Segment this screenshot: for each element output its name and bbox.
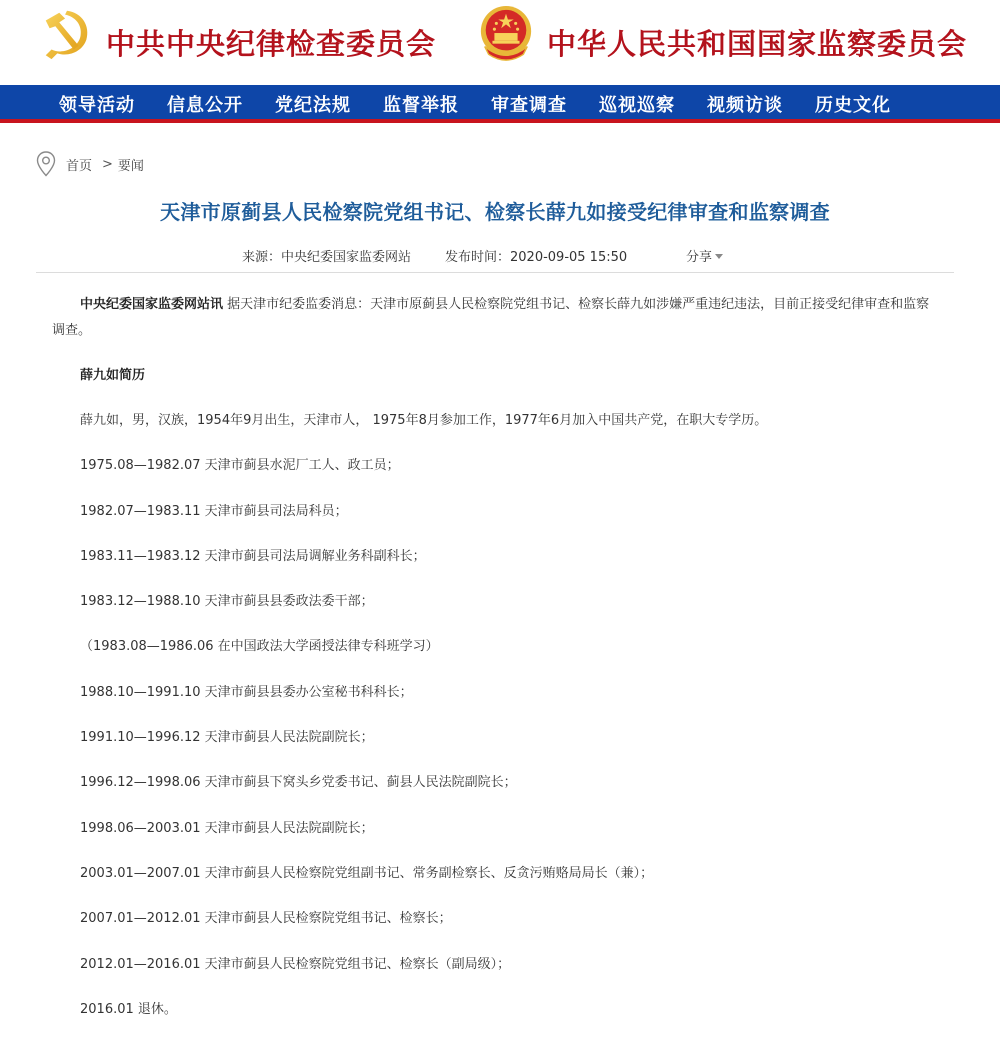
caret-down-icon bbox=[715, 254, 723, 259]
career-item: 2007.01—2012.01 天津市蓟县人民检察院党组书记、检察长； bbox=[80, 911, 452, 927]
career-item: 1988.10—1991.10 天津市蓟县县委办公室秘书科科长； bbox=[80, 684, 413, 700]
article-source: 来源：中央纪委国家监委网站 bbox=[242, 250, 412, 265]
bio-heading: 薛九如简历 bbox=[80, 368, 146, 383]
article-body bbox=[52, 292, 932, 1043]
breadcrumb-separator: > bbox=[102, 156, 113, 172]
nsc-site-title[interactable]: 中华人民共和国国家监察委员会 bbox=[547, 27, 968, 61]
career-item: 1991.10—1996.12 天津市蓟县人民法院副院长； bbox=[80, 730, 374, 746]
nav-item-video-interviews[interactable]: 视频访谈 bbox=[707, 95, 783, 116]
meta-divider bbox=[36, 272, 954, 273]
nav-item-investigation[interactable]: 审查调查 bbox=[491, 95, 567, 116]
career-item: 1982.07—1983.11 天津市蓟县司法局科员； bbox=[80, 503, 348, 519]
career-item: 2012.01—2016.01 天津市蓟县人民检察院党组书记、检察长（副局级）； bbox=[80, 956, 511, 972]
nav-item-leadership[interactable]: 领导活动 bbox=[59, 95, 135, 116]
breadcrumb-home[interactable]: 首页 bbox=[66, 158, 93, 174]
nav-item-party-regulations[interactable]: 党纪法规 bbox=[275, 95, 351, 116]
national-emblem-icon[interactable] bbox=[477, 4, 535, 64]
career-item: 1975.08—1982.07 天津市蓟县水泥厂工人、政工员； bbox=[80, 458, 400, 474]
publish-time: 发布时间：2020-09-05 15:50 bbox=[445, 250, 628, 265]
nav-item-report[interactable]: 监督举报 bbox=[383, 95, 459, 116]
career-item: 2003.01—2007.01 天津市蓟县人民检察院党组副书记、常务副检察长、反贪污贿赂局局长（兼）； bbox=[80, 865, 654, 881]
share-dropdown[interactable] bbox=[686, 246, 723, 265]
bio-intro: 薛九如，男，汉族，1954年9月出生，天津市人， 1975年8月参加工作，1977年6月加入中国共产党，在职大专学历。 bbox=[80, 413, 768, 428]
breadcrumb bbox=[36, 151, 144, 177]
career-item: 1983.12—1988.10 天津市蓟县县委政法委干部； bbox=[80, 594, 374, 610]
site-header bbox=[0, 0, 1000, 85]
hammer-sickle-icon[interactable] bbox=[38, 5, 96, 63]
nav-item-history-culture[interactable]: 历史文化 bbox=[815, 95, 891, 116]
breadcrumb-current[interactable]: 要闻 bbox=[117, 158, 144, 174]
lead-source-label: 中央纪委国家监委网站讯 bbox=[80, 297, 224, 312]
career-item: 1983.11—1983.12 天津市蓟县司法局调解业务科副科长； bbox=[80, 548, 426, 564]
career-item: 2016.01 退休。 bbox=[80, 1001, 177, 1017]
share-label: 分享 bbox=[686, 250, 713, 265]
career-item: （1983.08—1986.06 在中国政法大学函授法律专科班学习） bbox=[80, 639, 439, 655]
lead-text: 据天津市纪委监委消息：天津市原蓟县人民检察院党组书记、检察长薛九如涉嫌严重违纪违法，目前正接受纪律审查和监察调查。 bbox=[52, 297, 930, 338]
nav-item-info-disclosure[interactable]: 信息公开 bbox=[167, 95, 243, 116]
main-nav bbox=[0, 85, 1000, 123]
career-item: 1996.12—1998.06 天津市蓟县下窝头乡党委书记、蓟县人民法院副院长； bbox=[80, 775, 517, 791]
career-item: 1998.06—2003.01 天津市蓟县人民法院副院长； bbox=[80, 820, 374, 836]
nav-item-inspection[interactable]: 巡视巡察 bbox=[599, 95, 675, 116]
cpc-site-title[interactable]: 中共中央纪律检查委员会 bbox=[106, 27, 437, 61]
lead-paragraph bbox=[52, 292, 932, 344]
location-pin-icon bbox=[36, 151, 56, 177]
article-title: 天津市原蓟县人民检察院党组书记、检察长薛九如接受纪律审查和监察调查 bbox=[160, 200, 830, 224]
